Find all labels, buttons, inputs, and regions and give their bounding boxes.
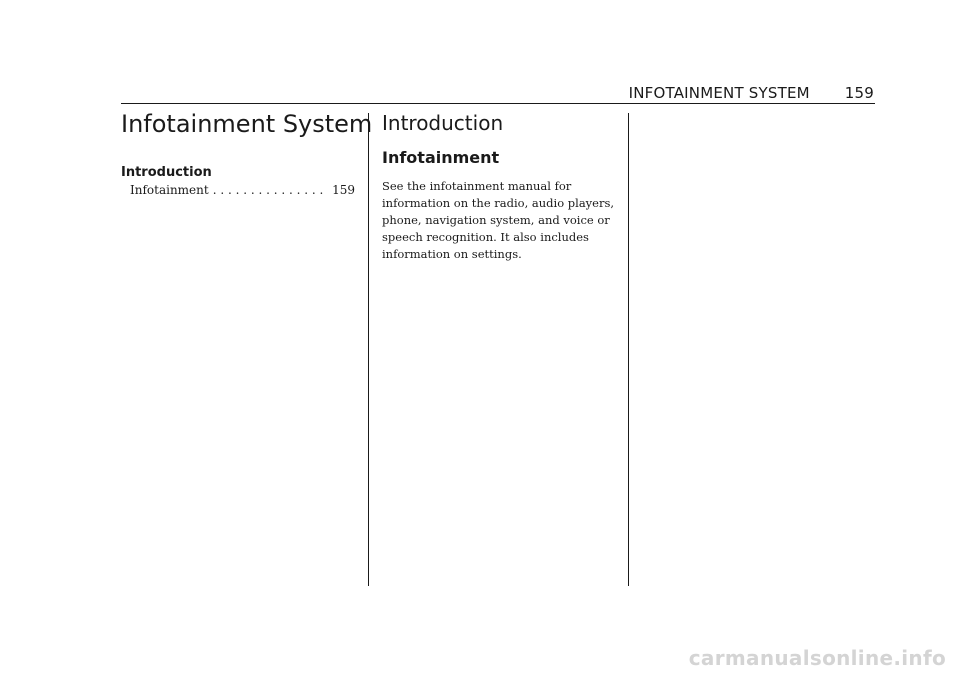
toc-entry-page: 159 — [332, 183, 355, 197]
toc-section-heading: Introduction — [121, 165, 212, 180]
header-divider — [121, 103, 875, 104]
header-section-title: INFOTAINMENT SYSTEM — [628, 84, 810, 102]
running-header — [629, 84, 874, 102]
watermark-text: carmanualsonline.info — [688, 646, 946, 670]
body-paragraph: See the infotainment manual for information on the radio, audio players, phone, navigation system, and voice or speech recognition. It also includes information on settings. — [382, 179, 615, 261]
column-divider-right — [628, 113, 629, 586]
header-page-number: 159 — [844, 84, 874, 102]
chapter-title: Infotainment System — [121, 110, 373, 138]
toc-leader-dots — [213, 183, 328, 197]
toc-entry-label: Infotainment — [130, 183, 209, 197]
column-divider-left — [368, 113, 369, 586]
subsection-heading: Infotainment — [382, 148, 500, 167]
toc-entry[interactable] — [130, 183, 355, 197]
section-heading: Introduction — [382, 111, 504, 135]
